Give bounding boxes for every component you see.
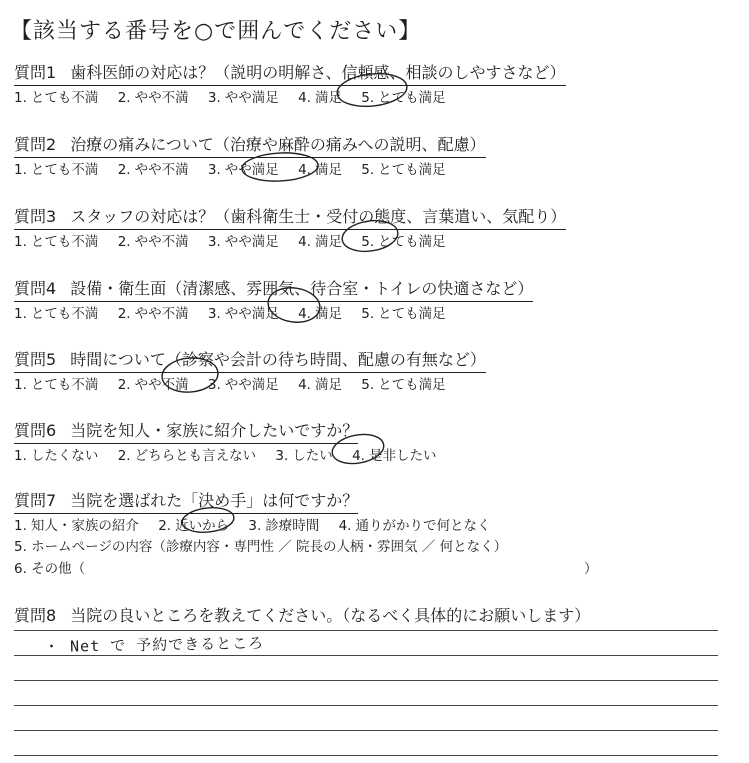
question-id: 質問1	[14, 63, 57, 82]
option-4[interactable]: 4. 満足	[298, 377, 342, 393]
question-text: スタッフの対応は？（歯科衛生士・受付の態度、言葉遣い、気配り）	[70, 207, 567, 226]
option-5[interactable]: 5. とても満足	[361, 162, 446, 178]
question-6	[14, 420, 451, 466]
option-6[interactable]: 6. その他（ ）	[14, 561, 598, 577]
question-text: 当院を選ばれた「決め手」は何ですか？	[70, 491, 359, 510]
option-3[interactable]: 3. やや満足	[207, 234, 279, 250]
question-4-heading	[14, 278, 533, 302]
options-row	[14, 232, 566, 252]
option-3[interactable]: 3. やや満足	[207, 90, 279, 106]
option-3[interactable]: 3. したい	[275, 448, 333, 464]
option-3[interactable]: 3. 診療時間	[248, 518, 320, 534]
option-3[interactable]: 3. やや満足	[207, 162, 279, 178]
options-row	[14, 160, 486, 180]
answer-line	[14, 730, 718, 731]
options-row	[14, 304, 533, 324]
question-id: 質問3	[14, 207, 57, 226]
option-1[interactable]: 1. したくない	[14, 448, 99, 464]
option-4[interactable]: 4. 通りがかりで何となく	[338, 518, 491, 534]
option-2[interactable]: 2. やや不満	[117, 377, 189, 393]
question-text: 設備・衛生面（清潔感、雰囲気、待合室・トイレの快適さなど）	[70, 279, 534, 298]
option-2[interactable]: 2. やや不満	[117, 162, 189, 178]
options-row	[14, 446, 451, 466]
answer-line	[14, 755, 718, 756]
question-text: 時間について（診察や会計の待ち時間、配慮の有無など）	[70, 350, 486, 369]
question-5-heading	[14, 349, 486, 373]
option-4[interactable]: 4. 是非したい	[352, 448, 437, 464]
option-5[interactable]: 5. とても満足	[361, 234, 446, 250]
option-4[interactable]: 4. 満足	[298, 162, 342, 178]
question-text: 治療の痛みについて（治療や麻酔の痛みへの説明、配慮）	[70, 135, 486, 154]
option-1[interactable]: 1. とても不満	[14, 90, 99, 106]
option-1[interactable]: 1. とても不満	[14, 306, 99, 322]
question-7	[14, 490, 598, 580]
answer-line	[14, 680, 718, 681]
option-3[interactable]: 3. やや満足	[207, 306, 279, 322]
handwritten-answer[interactable]: ・ Net で 予約できるところ	[43, 634, 265, 656]
question-8	[14, 605, 590, 627]
option-4[interactable]: 4. 満足	[298, 234, 342, 250]
question-text: 当院を知人・家族に紹介したいですか？	[70, 421, 359, 440]
question-2	[14, 134, 486, 180]
options-row	[14, 516, 507, 536]
question-6-heading	[14, 420, 358, 444]
option-4[interactable]: 4. 満足	[298, 90, 342, 106]
options-row	[14, 375, 486, 395]
option-2[interactable]: 2. やや不満	[117, 234, 189, 250]
question-3-heading	[14, 206, 566, 230]
option-5[interactable]: 5. ホームページの内容（診療内容・専門性 ／ 院長の人柄・雰囲気 ／ 何となく）	[14, 539, 508, 555]
option-1[interactable]: 1. 知人・家族の紹介	[14, 518, 139, 534]
answer-line	[14, 705, 718, 706]
question-5	[14, 349, 486, 395]
option-1[interactable]: 1. とても不満	[14, 377, 99, 393]
question-text: 歯科医師の対応は？（説明の明解さ、信頼感、相談のしやすさなど）	[70, 63, 566, 82]
option-1[interactable]: 1. とても不満	[14, 162, 99, 178]
question-text: 当院の良いところを教えてください。（なるべく具体的にお願いします）	[70, 606, 591, 625]
option-5[interactable]: 5. とても満足	[361, 90, 446, 106]
page-title: 【該当する番号を○で囲んでください】	[10, 19, 422, 44]
question-id: 質問6	[14, 421, 57, 440]
question-7-heading	[14, 490, 358, 514]
question-1-heading	[14, 62, 566, 86]
question-4	[14, 278, 533, 324]
option-3[interactable]: 3. やや満足	[207, 377, 279, 393]
question-1	[14, 62, 566, 108]
question-id: 質問5	[14, 350, 57, 369]
question-id: 質問8	[14, 606, 57, 625]
option-5[interactable]: 5. とても満足	[361, 377, 446, 393]
question-id: 質問7	[14, 491, 57, 510]
option-1[interactable]: 1. とても不満	[14, 234, 99, 250]
answer-line	[14, 630, 718, 631]
question-3	[14, 206, 566, 252]
question-id: 質問2	[14, 135, 57, 154]
question-8-heading	[14, 606, 590, 625]
option-2[interactable]: 2. やや不満	[117, 306, 189, 322]
option-4[interactable]: 4. 満足	[298, 306, 342, 322]
option-2[interactable]: 2. やや不満	[117, 90, 189, 106]
option-2[interactable]: 2. 近いから	[158, 518, 230, 534]
option-2[interactable]: 2. どちらとも言えない	[117, 448, 257, 464]
options-row	[14, 88, 566, 108]
question-2-heading	[14, 134, 486, 158]
option-5[interactable]: 5. とても満足	[361, 306, 446, 322]
question-id: 質問4	[14, 279, 57, 298]
